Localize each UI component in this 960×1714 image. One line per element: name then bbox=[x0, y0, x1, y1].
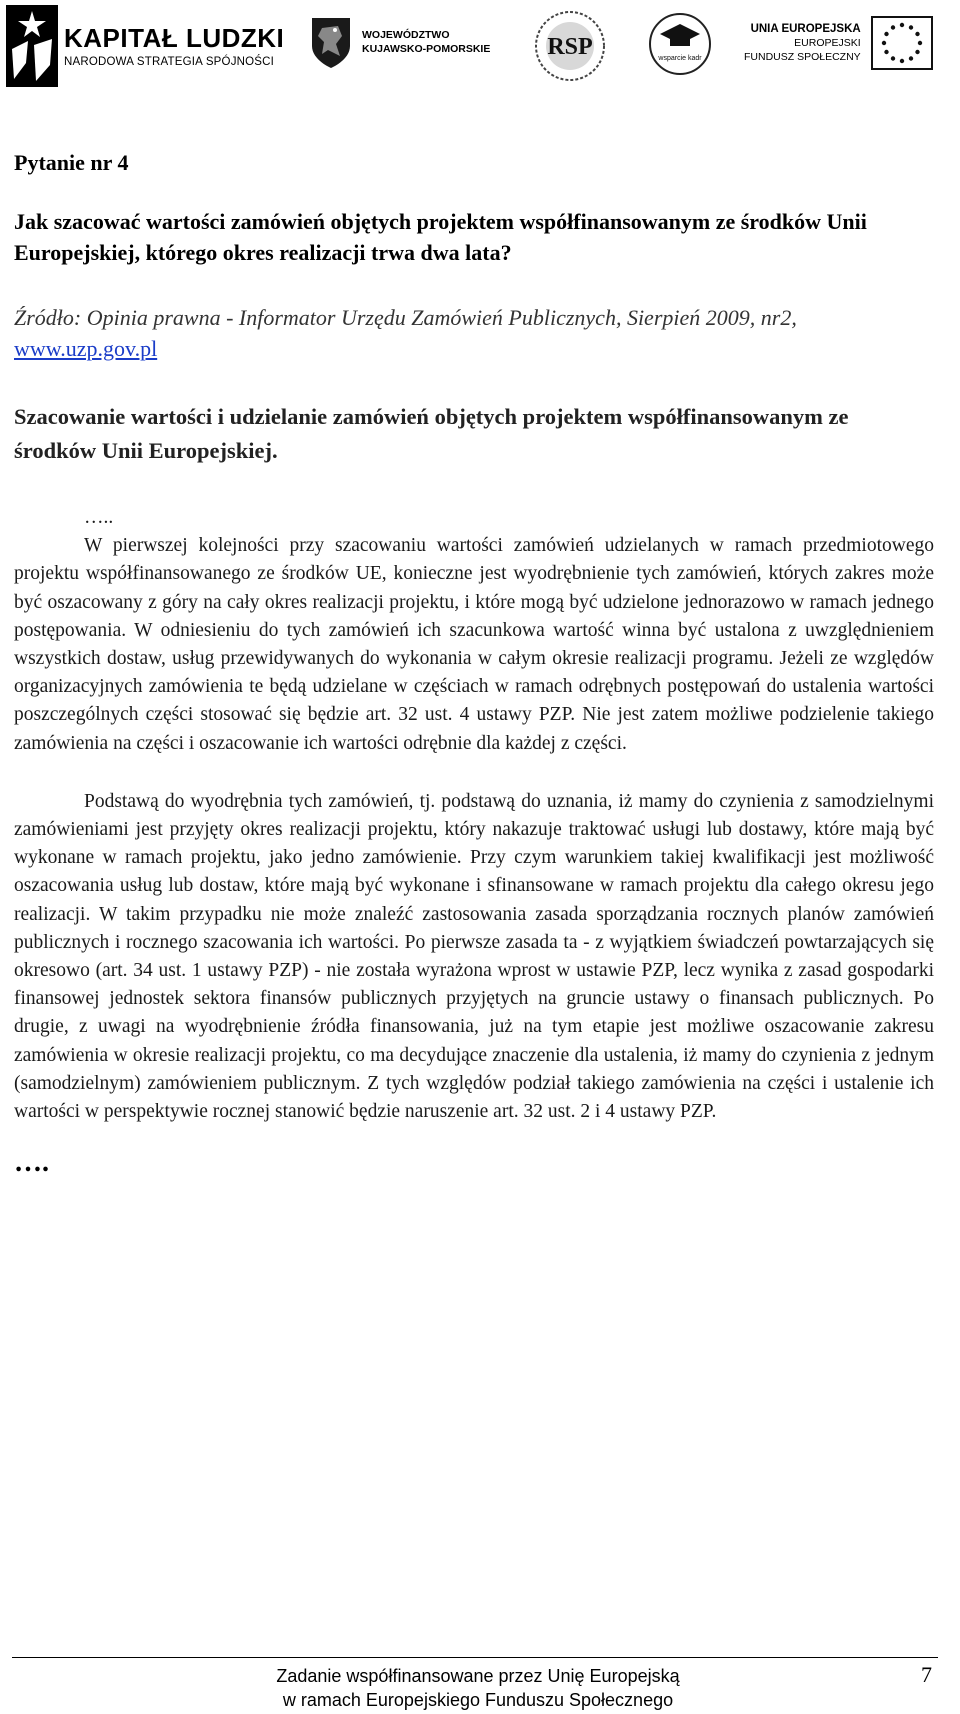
ue-line3: FUNDUSZ SPOŁECZNY bbox=[744, 51, 861, 63]
wojewodztwo-logo bbox=[308, 14, 490, 70]
griffin-crest-icon bbox=[308, 14, 354, 70]
paragraph-2-text: Podstawą do wyodrębnia tych zamówień, tj. podstawą do uznania, iż mamy do czynienia z samodzielnymi zamówieniami jest przyjęty okres realizacji projektu, który nakazuje traktować usługi lub dostawy, które mają być wykonane w ramach projektu, jako jedno zamówienie. Przy czym warunkiem takiej kwalifikacji jest możliwość oszacowania usług lub dostaw, które mają być wykonane i sfinansowane w ramach projektu dla całego okresu jego realizacji. W takim przypadku nie może znaleźć zastosowania zasada sporządzania rocznych planów zamówień publicznych i rocznego szacowania ich wartości. Po pierwsze zasada ta - z wyjątkiem świadczeń powtarzających się okresowo (art. 34 ust. 1 ustawy PZP) - nie została wyrażona wprost w ustawie PZP, lecz wynika z zasad gospodarki finansowej jednostek sektora finansów publicznych przyjętych na gruncie ustawy o finansach publicznych. Po drugie, z uwagi na wyodrębnienie źródła finansowania, już na tym etapie jest możliwe oszacowanie zakresu zamówienia w okresie realizacji projektu, co ma decydujące znaczenie dla ustalenia, iż mamy do czynienia z jednym (samodzielnym) zamówieniem publicznym. Z tych względów podział takiego zamówienia na części i ustalenie ich wartości w perspektywie rocznej stanowić będzie naruszenie art. 32 ust. 2 i 4 ustawy PZP. bbox=[14, 790, 934, 1123]
rosp-logo bbox=[530, 8, 610, 84]
kapital-ludzki-logo bbox=[6, 4, 284, 88]
paragraph-1-ellipsis: ….. bbox=[84, 507, 114, 528]
source-text: Źródło: Opinia prawna - Informator Urzędu Zamówień Publicznych, Sierpień 2009, nr2, bbox=[14, 305, 797, 330]
rosp-emblem-icon bbox=[530, 8, 610, 84]
wsparcie-kadr-logo bbox=[648, 10, 712, 78]
footer-line1: Zadanie współfinansowane przez Unię Europejską bbox=[276, 1666, 680, 1686]
ue-logo bbox=[744, 12, 933, 74]
footer-divider bbox=[12, 1657, 938, 1658]
kapital-ludzki-emblem-icon bbox=[6, 5, 58, 87]
eu-flag-icon bbox=[871, 16, 933, 70]
graduation-cap-icon bbox=[648, 10, 712, 78]
paragraph-1-text: W pierwszej kolejności przy szacowaniu wartości zamówień udzielanych w ramach przedmiotowego projektu współfinansowanego ze środków UE, konieczne jest wyodrębnienie tych zamówień, których zakres może być oszacowany z góry na cały okres realizacji projektu, i które mogą być udzielone jednorazowo w ramach jednego postępowania. W odniesieniu do tych zamówień ich szacunkowa wartość winna być ustalona z uwzględnieniem wszystkich dostaw, usług przewidywanych do wykonania w całym okresie realizacji programu. Jeżeli ze względów organizacyjnych zamówienia te będą udzielane w częściach w ramach odrębnych postępowań do ustalenia wartości poszczególnych części stosować się będzie art. 32 ust. 4 ustawy PZP. Nie jest zatem możliwe podzielenie takiego zamówienia na części i oszacowanie ich wartości odrębnie dla każdej z części. bbox=[14, 535, 934, 754]
document-body bbox=[14, 150, 934, 1178]
header-logos bbox=[0, 0, 960, 95]
kapital-ludzki-subtitle: NARODOWA STRATEGIA SPÓJNOŚCI bbox=[64, 56, 275, 68]
paragraph-1 bbox=[14, 504, 934, 758]
svg-text:RSP: RSP bbox=[547, 34, 593, 60]
ue-line1: UNIA EUROPEJSKA bbox=[750, 23, 861, 35]
question-text: Jak szacować wartości zamówień objętych projektem współfinansowanym ze środków Unii Europejskiej, którego okres realizacji trwa dwa lata? bbox=[14, 209, 867, 265]
source-citation bbox=[14, 302, 934, 364]
ue-line2: EUROPEJSKI bbox=[794, 37, 861, 49]
section-heading: Szacowanie wartości i udzielanie zamówień objętych projektem współfinansowanym ze środków Unii Europejskiej. bbox=[14, 404, 849, 463]
question-label: Pytanie nr 4 bbox=[14, 150, 129, 175]
page-number: 7 bbox=[921, 1662, 932, 1687]
trailing-ellipsis: …. bbox=[14, 1147, 49, 1179]
wsparcie-kadr-text: wsparcie kadr bbox=[658, 55, 702, 62]
wojewodztwo-line1: WOJEWÓDZTWO bbox=[362, 29, 450, 41]
footer-line2: w ramach Europejskiego Funduszu Społecznego bbox=[282, 1690, 674, 1710]
source-link[interactable]: www.uzp.gov.pl bbox=[14, 336, 158, 361]
kapital-ludzki-title: KAPITAŁ LUDZKI bbox=[64, 23, 285, 53]
wojewodztwo-line2: KUJAWSKO-POMORSKIE bbox=[362, 43, 491, 55]
page-footer bbox=[0, 1662, 960, 1714]
paragraph-2 bbox=[14, 788, 934, 1126]
